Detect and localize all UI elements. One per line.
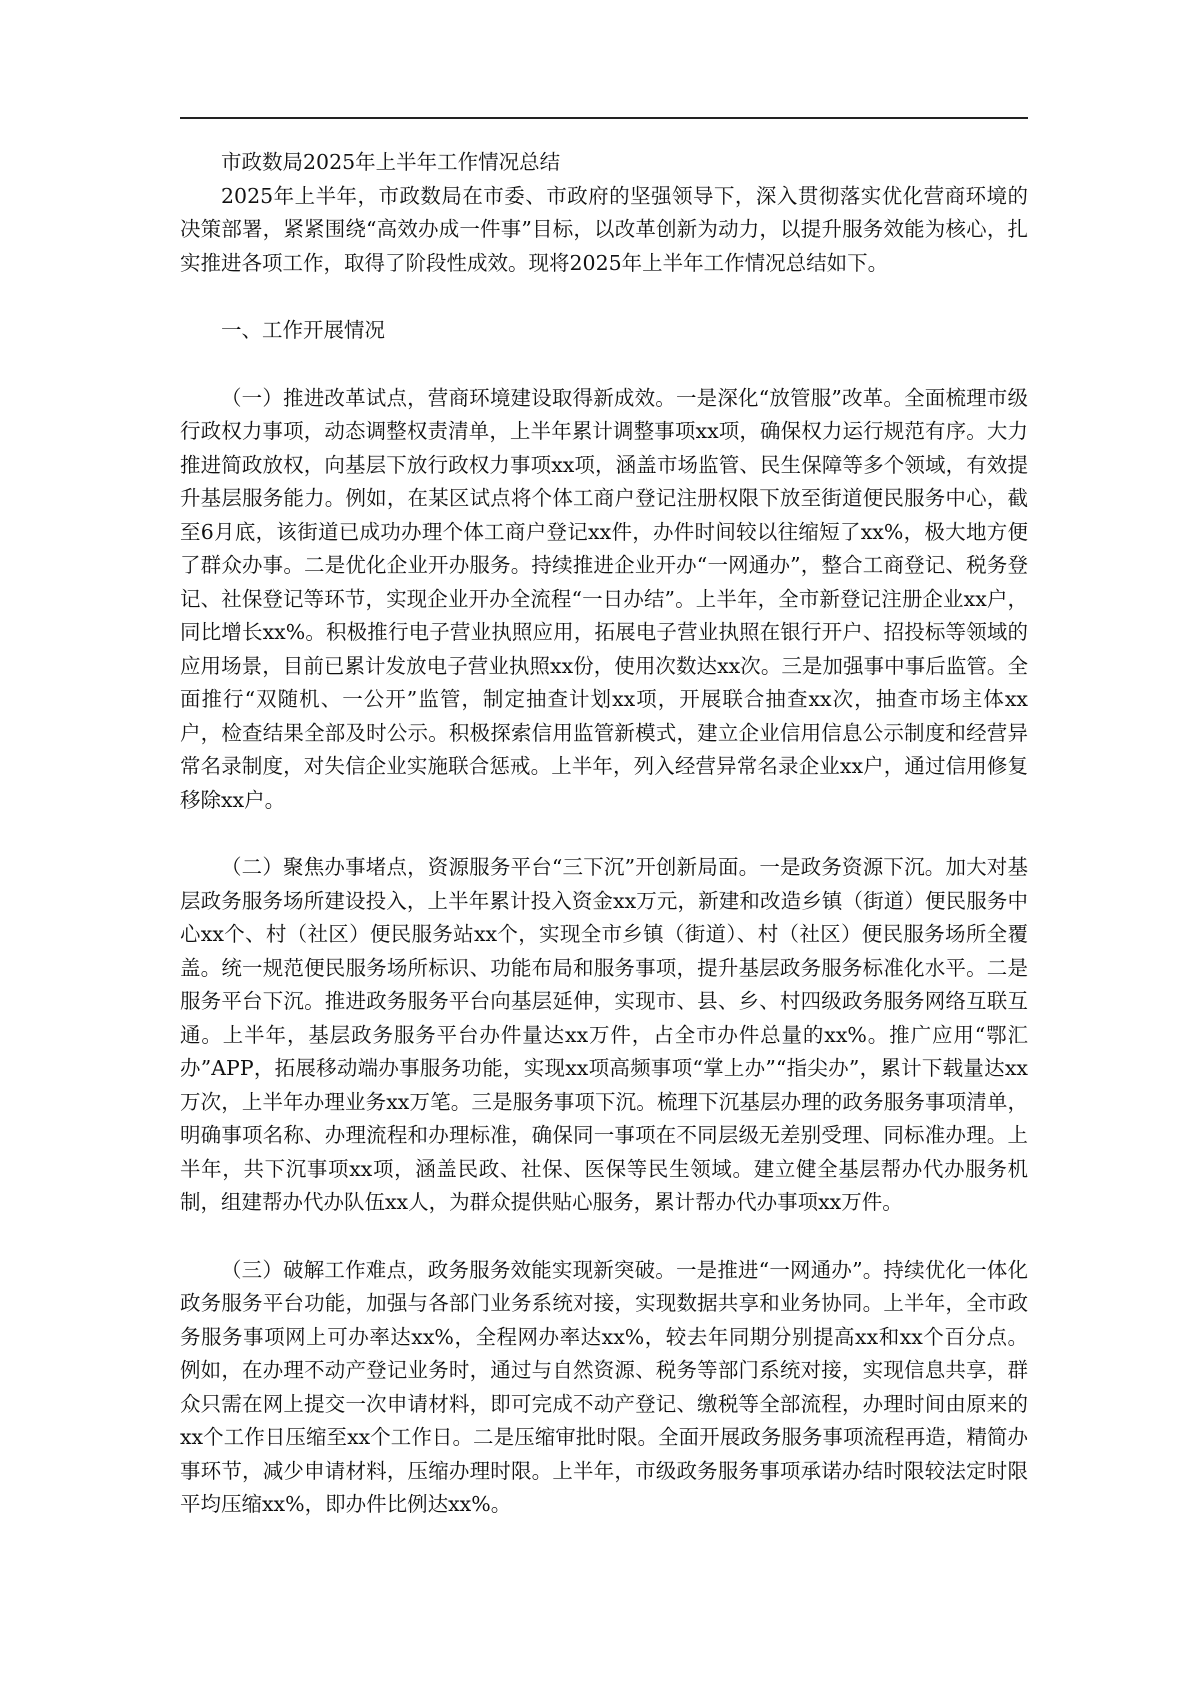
paragraph-3: （三）破解工作难点，政务服务效能实现新突破。一是推进“一网通办”。持续优化一体化政务服务平台功能，加强与各部门业务系统对接，实现数据共享和业务协同。上半年，全市政务服务事项网上可办率达xx%，全程网办率达xx%，较去年同期分别提高xx和xx个百分点。例如，在办理不动产登记业务时，通过与自然资源、税务等部门系统对接，实现信息共享，群众只需在网上提交一次申请材料，即可完成不动产登记、缴税等全部流程，办理时间由原来的xx个工作日压缩至xx个工作日。二是压缩审批时限。全面开展政务服务事项流程再造，精简办事环节，减少申请材料，压缩办理时限。上半年，市级政务服务事项承诺办结时限较法定时限平均压缩xx%，即办件比例达xx%。 — [180, 1257, 1028, 1516]
document-title: 市政数局2025年上半年工作情况总结 — [221, 150, 561, 174]
header-rule — [180, 117, 1028, 119]
paragraph-1: （一）推进改革试点，营商环境建设取得新成效。一是深化“放管服”改革。全面梳理市级行政权力事项，动态调整权责清单，上半年累计调整事项xx项，确保权力运行规范有序。大力推进简政放权，向基层下放行政权力事项xx项，涵盖市场监管、民生保障等多个领域，有效提升基层服务能力。例如，在某区试点将个体工商户登记注册权限下放至街道便民服务中心，截至6月底，该街道已成功办理个体工商户登记xx件，办件时间较以往缩短了xx%，极大地方便了群众办事。二是优化企业开办服务。持续推进企业开办“一网通办”，整合工商登记、税务登记、社保登记等环节，实现企业开办全流程“一日办结”。上半年，全市新登记注册企业xx户，同比增长xx%。积极推行电子营业执照应用，拓展电子营业执照在银行开户、招投标等领域的应用场景，目前已累计发放电子营业执照xx份，使用次数达xx次。三是加强事中事后监管。全面推行“双随机、一公开”监管，制定抽查计划xx项，开展联合抽查xx次，抽查市场主体xx户，检查结果全部及时公示。积极探索信用监管新模式，建立企业信用信息公示制度和经营异常名录制度，对失信企业实施联合惩戒。上半年，列入经营异常名录企业xx户，通过信用修复移除xx户。 — [180, 385, 1028, 812]
document-body — [180, 146, 1028, 1522]
paragraph-2: （二）聚焦办事堵点，资源服务平台“三下沉”开创新局面。一是政务资源下沉。加大对基层政务服务场所建设投入，上半年累计投入资金xx万元，新建和改造乡镇（街道）便民服务中心xx个、村（社区）便民服务站xx个，实现全市乡镇（街道）、村（社区）便民服务场所全覆盖。统一规范便民服务场所标识、功能布局和服务事项，提升基层政务服务标准化水平。二是服务平台下沉。推进政务服务平台向基层延伸，实现市、县、乡、村四级政务服务网络互联互通。上半年，基层政务服务平台办件量达xx万件，占全市办件总量的xx%。推广应用“鄂汇办”APP，拓展移动端办事服务功能，实现xx项高频事项“掌上办”“指尖办”，累计下载量达xx万次，上半年办理业务xx万笔。三是服务事项下沉。梳理下沉基层办理的政务服务事项清单，明确事项名称、办理流程和办理标准，确保同一事项在不同层级无差别受理、同标准办理。上半年，共下沉事项xx项，涵盖民政、社保、医保等民生领域。建立健全基层帮办代办服务机制，组建帮办代办队伍xx人，为群众提供贴心服务，累计帮办代办事项xx万件。 — [180, 855, 1028, 1214]
section-heading-1: 一、工作开展情况 — [221, 318, 385, 342]
intro-paragraph: 2025年上半年，市政数局在市委、市政府的坚强领导下，深入贯彻落实优化营商环境的决策部署，紧紧围绕“高效办成一件事”目标，以改革创新为动力，以提升服务效能为核心，扎实推进各项工作，取得了阶段性成效。现将2025年上半年工作情况总结如下。 — [180, 183, 1028, 275]
